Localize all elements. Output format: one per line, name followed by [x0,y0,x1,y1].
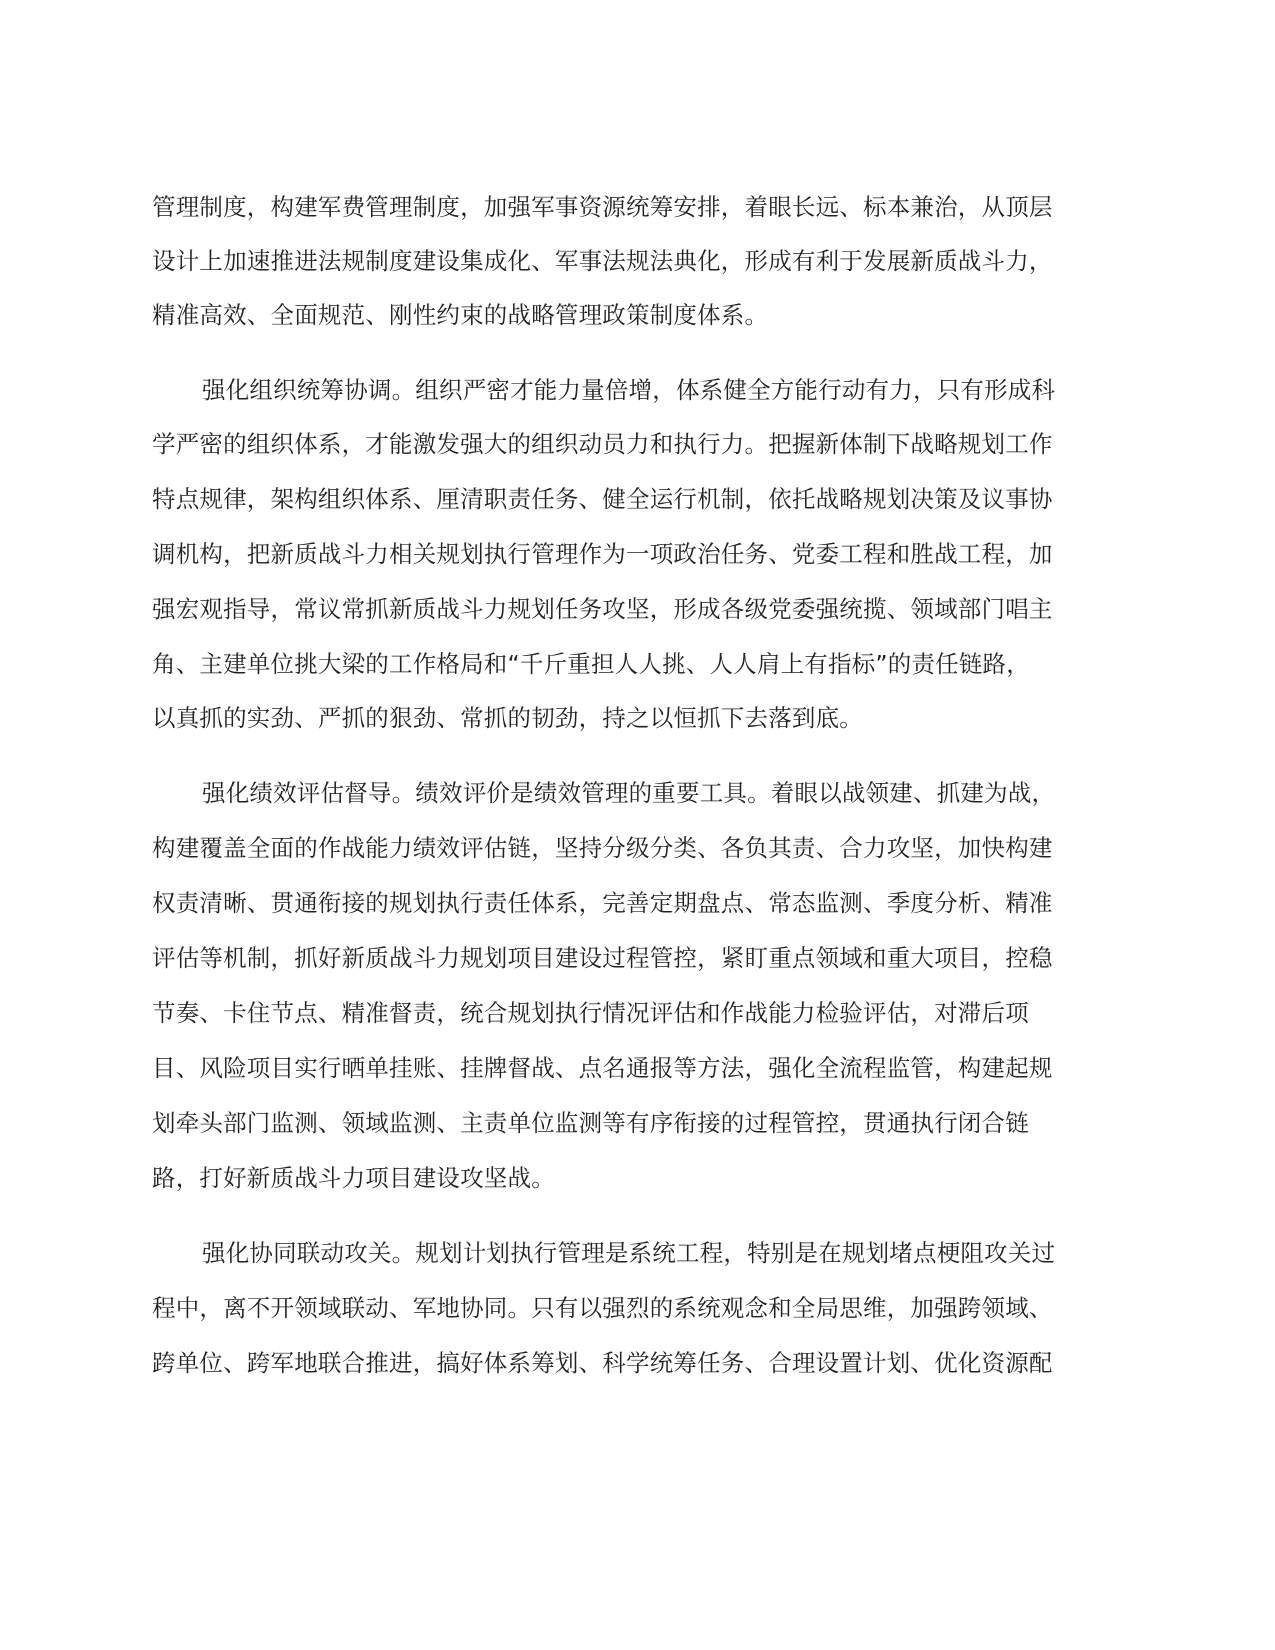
text-line: 评估等机制，抓好新质战斗力规划项目建设过程管控，紧盯重点领域和重大项目，控稳 [152,944,1053,972]
text-line: 强化协同联动攻关。规划计划执行管理是系统工程，特别是在规划堵点梗阻攻关过 [202,1239,1056,1267]
text-line: 特点规律，架构组织体系、厘清职责任务、健全运行机制，依托战略规划决策及议事协 [152,485,1053,513]
text-line: 管理制度，构建军费管理制度，加强军事资源统筹安排，着眼长远、标本兼治，从顶层 [152,193,1053,221]
text-line: 路，打好新质战斗力项目建设攻坚战。 [152,1164,555,1192]
text-line: 强化绩效评估督导。绩效评价是绩效管理的重要工具。着眼以战领建、抓建为战， [202,779,1056,807]
text-line: 设计上加速推进法规制度建设集成化、军事法规法典化，形成有利于发展新质战斗力， [152,247,1053,275]
text-line: 角、主建单位挑大梁的工作格局和“千斤重担人人挑、人人肩上有指标”的责任链路， [152,650,1030,678]
text-line: 强化组织统筹协调。组织严密才能力量倍增，体系健全方能行动有力，只有形成科 [202,376,1056,404]
text-line: 权责清晰、贯通衔接的规划执行责任体系，完善定期盘点、常态监测、季度分析、精准 [152,889,1053,917]
text-line: 跨单位、跨军地联合推进，搞好体系筹划、科学统筹任务、合理设置计划、优化资源配 [152,1349,1053,1377]
text-line: 精准高效、全面规范、刚性约束的战略管理政策制度体系。 [152,301,769,329]
text-line: 强宏观指导，常议常抓新质战斗力规划任务攻坚，形成各级党委强统揽、领域部门唱主 [152,595,1053,623]
text-line: 构建覆盖全面的作战能力绩效评估链，坚持分级分类、各负其责、合力攻坚，加快构建 [152,834,1053,862]
text-line: 划牵头部门监测、领域监测、主责单位监测等有序衔接的过程管控，贯通执行闭合链 [152,1109,1029,1137]
text-line: 学严密的组织体系，才能激发强大的组织动员力和执行力。把握新体制下战略规划工作 [152,430,1053,458]
text-line: 以真抓的实劲、严抓的狠劲、常抓的韧劲，持之以恒抓下去落到底。 [152,704,863,732]
text-line: 调机构，把新质战斗力相关规划执行管理作为一项政治任务、党委工程和胜战工程，加 [152,540,1053,568]
text-line: 节奏、卡住节点、精准督责，统合规划执行情况评估和作战能力检验评估，对滞后项 [152,999,1029,1027]
text-line: 程中，离不开领域联动、军地协同。只有以强烈的系统观念和全局思维，加强跨领域、 [152,1294,1053,1322]
text-line: 目、风险项目实行晒单挂账、挂牌督战、点名通报等方法，强化全流程监管，构建起规 [152,1054,1053,1082]
